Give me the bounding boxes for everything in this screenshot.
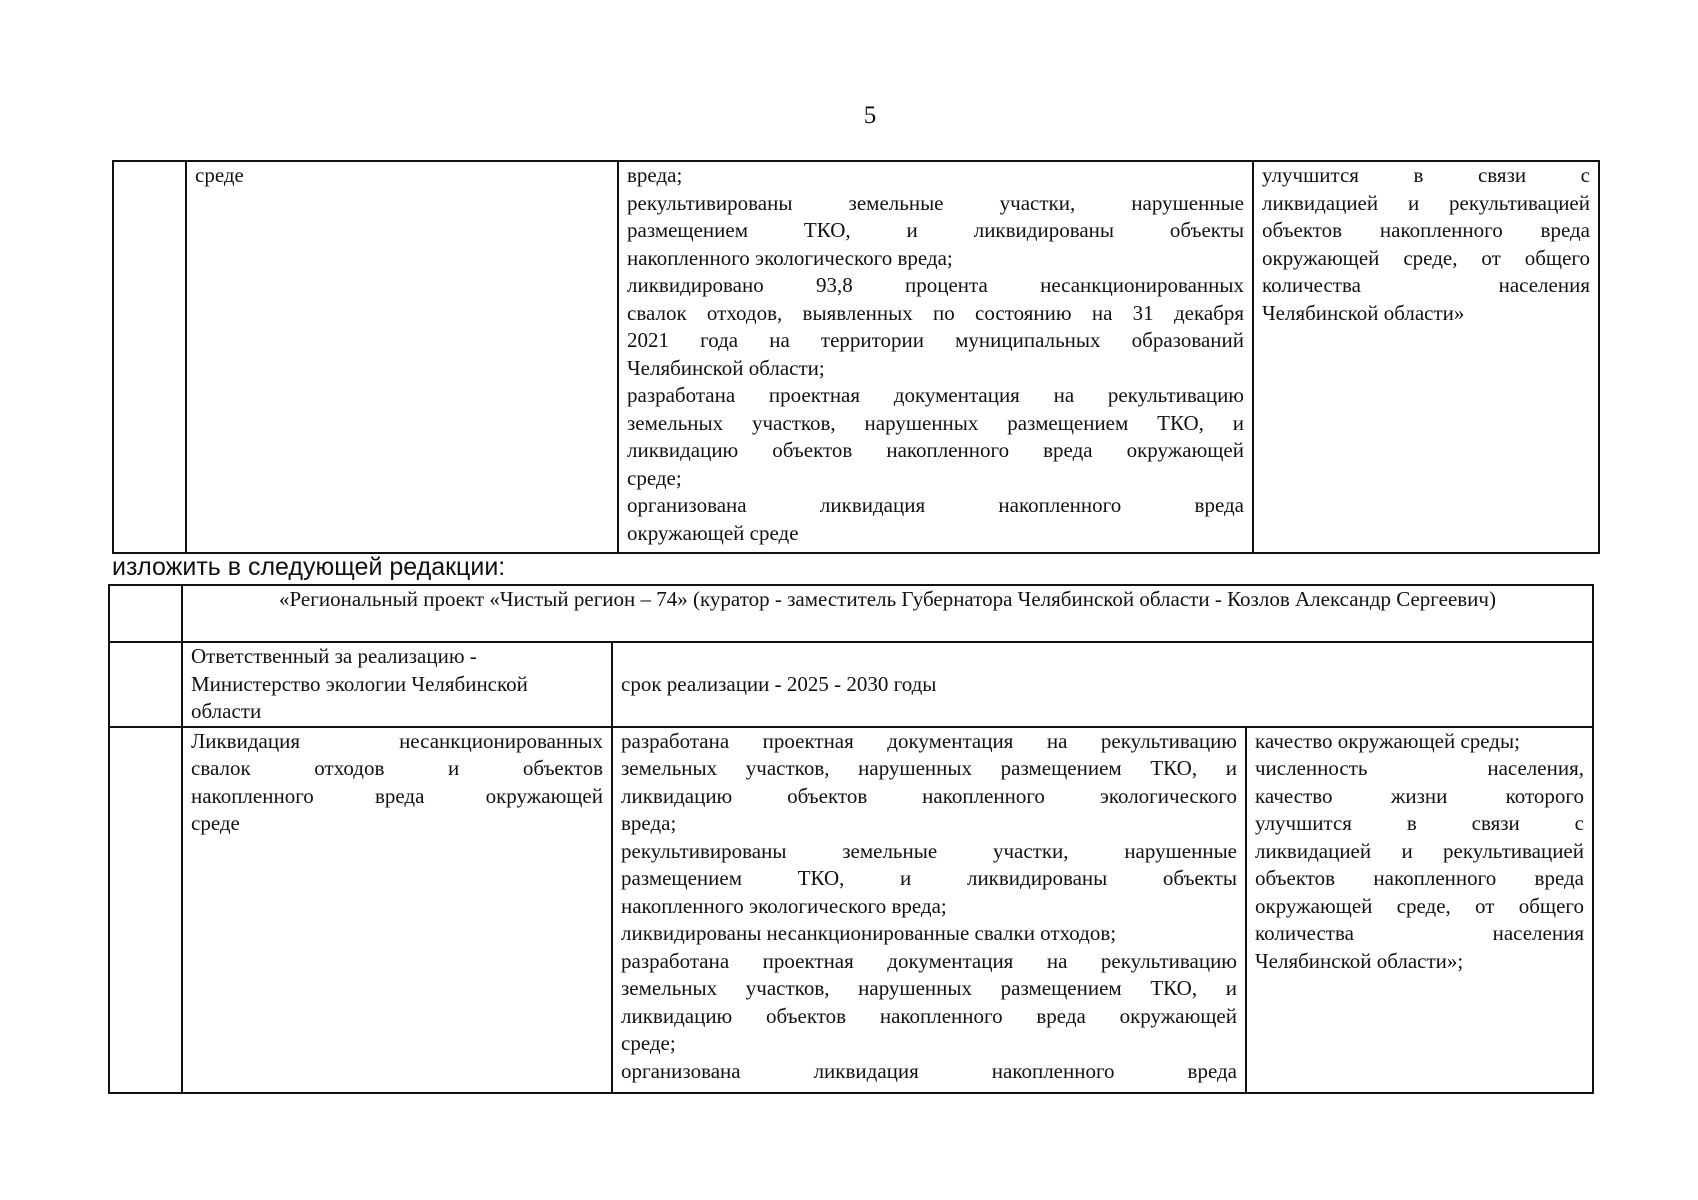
text-line: качество жизни которого xyxy=(1255,783,1584,808)
text-line: свалок отходов, выявленных по состоянию на 31 декабря xyxy=(627,300,1244,325)
results-cell xyxy=(618,161,1253,553)
text-line: организована ликвидация накопленного вреда xyxy=(627,493,1244,517)
task-name-cell xyxy=(182,727,612,1093)
effect-cell xyxy=(1253,161,1599,553)
text-line: накопленного экологического вреда; xyxy=(627,245,953,270)
text-line: 2021 года на территории муниципальных образований xyxy=(627,328,1244,352)
responsible-text xyxy=(191,643,603,726)
text-line: вреда; xyxy=(621,811,677,835)
text-line: среде; xyxy=(627,465,682,490)
term-cell xyxy=(612,642,1593,727)
text-line: количества населения xyxy=(1262,273,1590,297)
effect-text xyxy=(1262,162,1590,327)
text-line: вреда; xyxy=(627,163,683,187)
project-title: «Региональный проект «Чистый регион – 74» (куратор - заместитель Губернатора Челябинской области - Козлов Александр Сергеевич) xyxy=(279,587,1496,611)
text-line: ликвидацию объектов накопленного экологического xyxy=(621,783,1237,808)
text-line: среде xyxy=(191,811,240,835)
table-new-version xyxy=(108,584,1594,1094)
text-line: Ответственный за реализацию - xyxy=(191,644,477,668)
text-line: области xyxy=(191,699,262,723)
text-line: рекультивированы земельные участки, нарушенные xyxy=(621,838,1237,863)
text-line: земельных участков, нарушенных размещением ТКО, и xyxy=(621,976,1237,1000)
results-text xyxy=(627,162,1244,547)
effect-text xyxy=(1255,728,1584,976)
text-line: Челябинской области» xyxy=(1262,300,1465,325)
text-line: Ликвидация несанкционированных xyxy=(191,728,603,753)
text-line: ликвидировано 93,8 процента несанкционированных xyxy=(627,273,1244,297)
task-name-text: среде xyxy=(195,163,244,187)
row-number-cell xyxy=(109,727,182,1093)
text-line: накопленного экологического вреда; xyxy=(621,893,947,918)
table-row xyxy=(109,642,1593,727)
text-line: разработана проектная документация на рекультивацию xyxy=(621,948,1237,973)
row-number-cell xyxy=(113,161,186,553)
text-line: качество окружающей среды; xyxy=(1255,728,1520,753)
text-line: накопленного вреда окружающей xyxy=(191,783,603,808)
text-line: окружающей среде xyxy=(627,520,799,545)
project-title-cell xyxy=(182,585,1593,642)
text-line: размещением ТКО, и ликвидированы объекты xyxy=(627,218,1244,242)
table-row xyxy=(113,161,1599,553)
text-line: ликвидацию объектов накопленного вреда окружающей xyxy=(627,438,1244,462)
text-line: улучшится в связи с xyxy=(1262,163,1590,187)
results-cell xyxy=(612,727,1246,1093)
text-line: объектов накопленного вреда xyxy=(1255,866,1584,890)
text-line: разработана проектная документация на рекультивацию xyxy=(627,383,1244,407)
text-line: земельных участков, нарушенных размещением ТКО, и xyxy=(621,756,1237,780)
term-text: срок реализации - 2025 - 2030 годы xyxy=(621,671,937,696)
text-line: организована ликвидация накопленного вреда xyxy=(621,1058,1237,1083)
text-line: ликвидацию объектов накопленного вреда окружающей xyxy=(621,1003,1237,1028)
text-line: размещением ТКО, и ликвидированы объекты xyxy=(621,866,1237,890)
task-name-cell xyxy=(186,161,618,553)
task-name-text xyxy=(191,728,603,838)
effect-cell xyxy=(1246,727,1593,1093)
results-text xyxy=(621,728,1237,1086)
amendment-intro-text: изложить в следующей редакции: xyxy=(112,553,506,581)
text-line: Челябинской области»; xyxy=(1255,948,1464,973)
row-number-cell xyxy=(109,585,182,642)
text-line: количества населения xyxy=(1255,921,1584,945)
text-line: окружающей среде, от общего xyxy=(1262,245,1590,270)
text-line: свалок отходов и объектов xyxy=(191,756,603,780)
text-line: ликвидированы несанкционированные свалки отходов; xyxy=(621,921,1117,945)
text-line: объектов накопленного вреда xyxy=(1262,218,1590,242)
page-number: 5 xyxy=(863,102,877,129)
row-number-cell xyxy=(109,642,182,727)
text-line: разработана проектная документация на рекультивацию xyxy=(621,728,1237,753)
table-row xyxy=(109,585,1593,642)
text-line: среде; xyxy=(621,1031,676,1055)
table-row xyxy=(109,727,1593,1093)
text-line: ликвидацией и рекультивацией xyxy=(1262,190,1590,215)
text-line: ликвидацией и рекультивацией xyxy=(1255,838,1584,863)
text-line: окружающей среде, от общего xyxy=(1255,893,1584,918)
text-line: земельных участков, нарушенных размещением ТКО, и xyxy=(627,410,1244,435)
responsible-cell xyxy=(182,642,612,727)
text-line: Челябинской области; xyxy=(627,355,825,380)
text-line: улучшится в связи с xyxy=(1255,811,1584,835)
text-line: численность населения, xyxy=(1255,756,1584,780)
text-line: Министерство экологии Челябинской xyxy=(191,671,528,696)
table-old-version xyxy=(112,160,1600,554)
text-line: рекультивированы земельные участки, нарушенные xyxy=(627,190,1244,215)
